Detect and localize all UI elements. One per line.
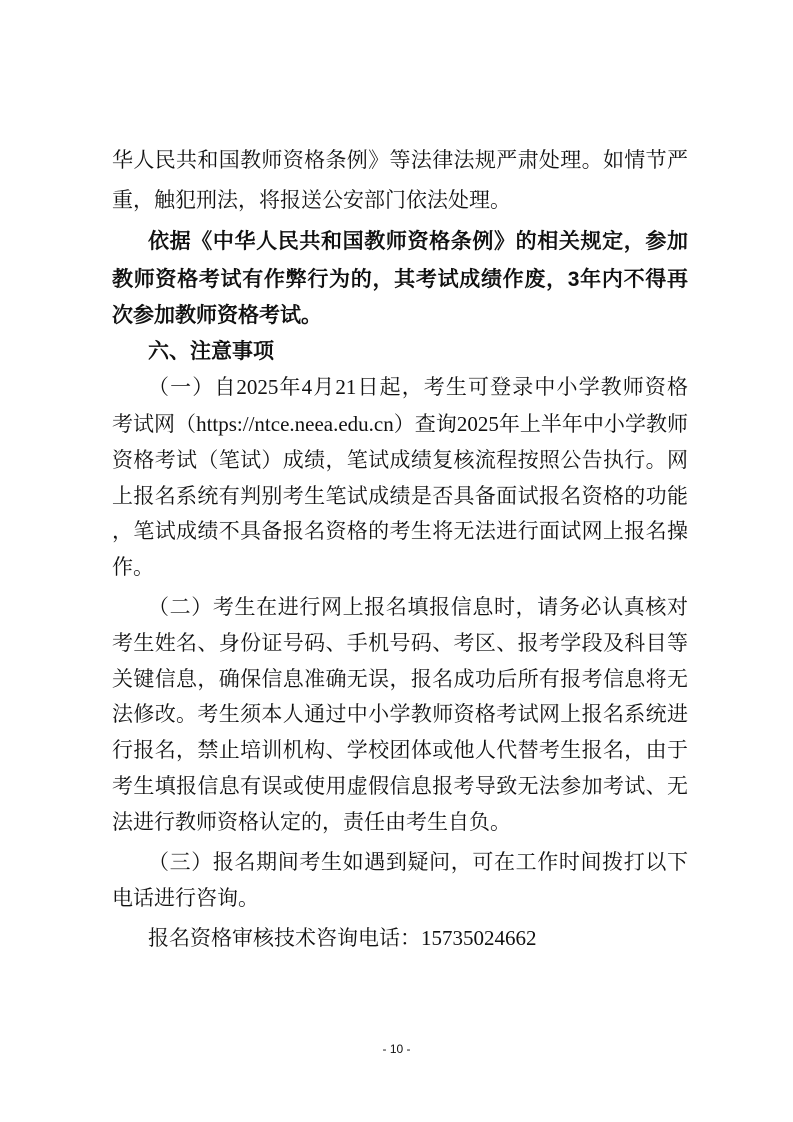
text-line: 考试网（https://ntce.neea.edu.cn）查询2025年上半年中小学教师 bbox=[112, 412, 688, 436]
text-line: 行报名，禁止培训机构、学校团体或他人代替考生报名，由于 bbox=[112, 738, 688, 762]
text-line: 华人民共和国教师资格条例》等法律法规严肃处理。如情节严 bbox=[112, 148, 688, 172]
text-line: 上报名系统有判别考生笔试成绩是否具备面试报名资格的功能 bbox=[112, 484, 688, 508]
bold-text-line: 教师资格考试有作弊行为的，其考试成绩作废，3年内不得再 bbox=[112, 268, 688, 291]
bold-text-line: 依据《中华人民共和国教师资格条例》的相关规定，参加 bbox=[148, 230, 688, 253]
text-line: 资格考试（笔试）成绩，笔试成绩复核流程按照公告执行。网 bbox=[112, 448, 688, 472]
text-line: ，笔试成绩不具备报名资格的考生将无法进行面试网上报名操 bbox=[112, 519, 688, 543]
bold-text-line: 次参加教师资格考试。 bbox=[112, 304, 322, 327]
text-line: （一）自2025年4月21日起，考生可登录中小学教师资格 bbox=[148, 375, 688, 399]
text-line: 法修改。考生须本人通过中小学教师资格考试网上报名系统进 bbox=[112, 702, 688, 726]
text-line: 考生姓名、身份证号码、手机号码、考区、报考学段及科目等 bbox=[112, 631, 688, 655]
contact-phone-line: 报名资格审核技术咨询电话：15735024662 bbox=[148, 926, 537, 950]
text-line: （三）报名期间考生如遇到疑问，可在工作时间拨打以下 bbox=[148, 850, 688, 874]
page-number: - 10 - bbox=[382, 1042, 411, 1056]
text-line: 作。 bbox=[112, 555, 154, 579]
text-line: 法进行教师资格认定的，责任由考生自负。 bbox=[112, 810, 511, 834]
text-line: （二）考生在进行网上报名填报信息时，请务必认真核对 bbox=[148, 595, 688, 619]
text-line: 电话进行咨询。 bbox=[112, 886, 259, 910]
text-line: 考生填报信息有误或使用虚假信息报考导致无法参加考试、无 bbox=[112, 774, 688, 798]
text-line: 重，触犯刑法，将报送公安部门依法处理。 bbox=[112, 188, 511, 212]
section-heading: 六、注意事项 bbox=[148, 340, 274, 363]
text-line: 关键信息，确保信息准确无误，报名成功后所有报考信息将无 bbox=[112, 667, 688, 691]
